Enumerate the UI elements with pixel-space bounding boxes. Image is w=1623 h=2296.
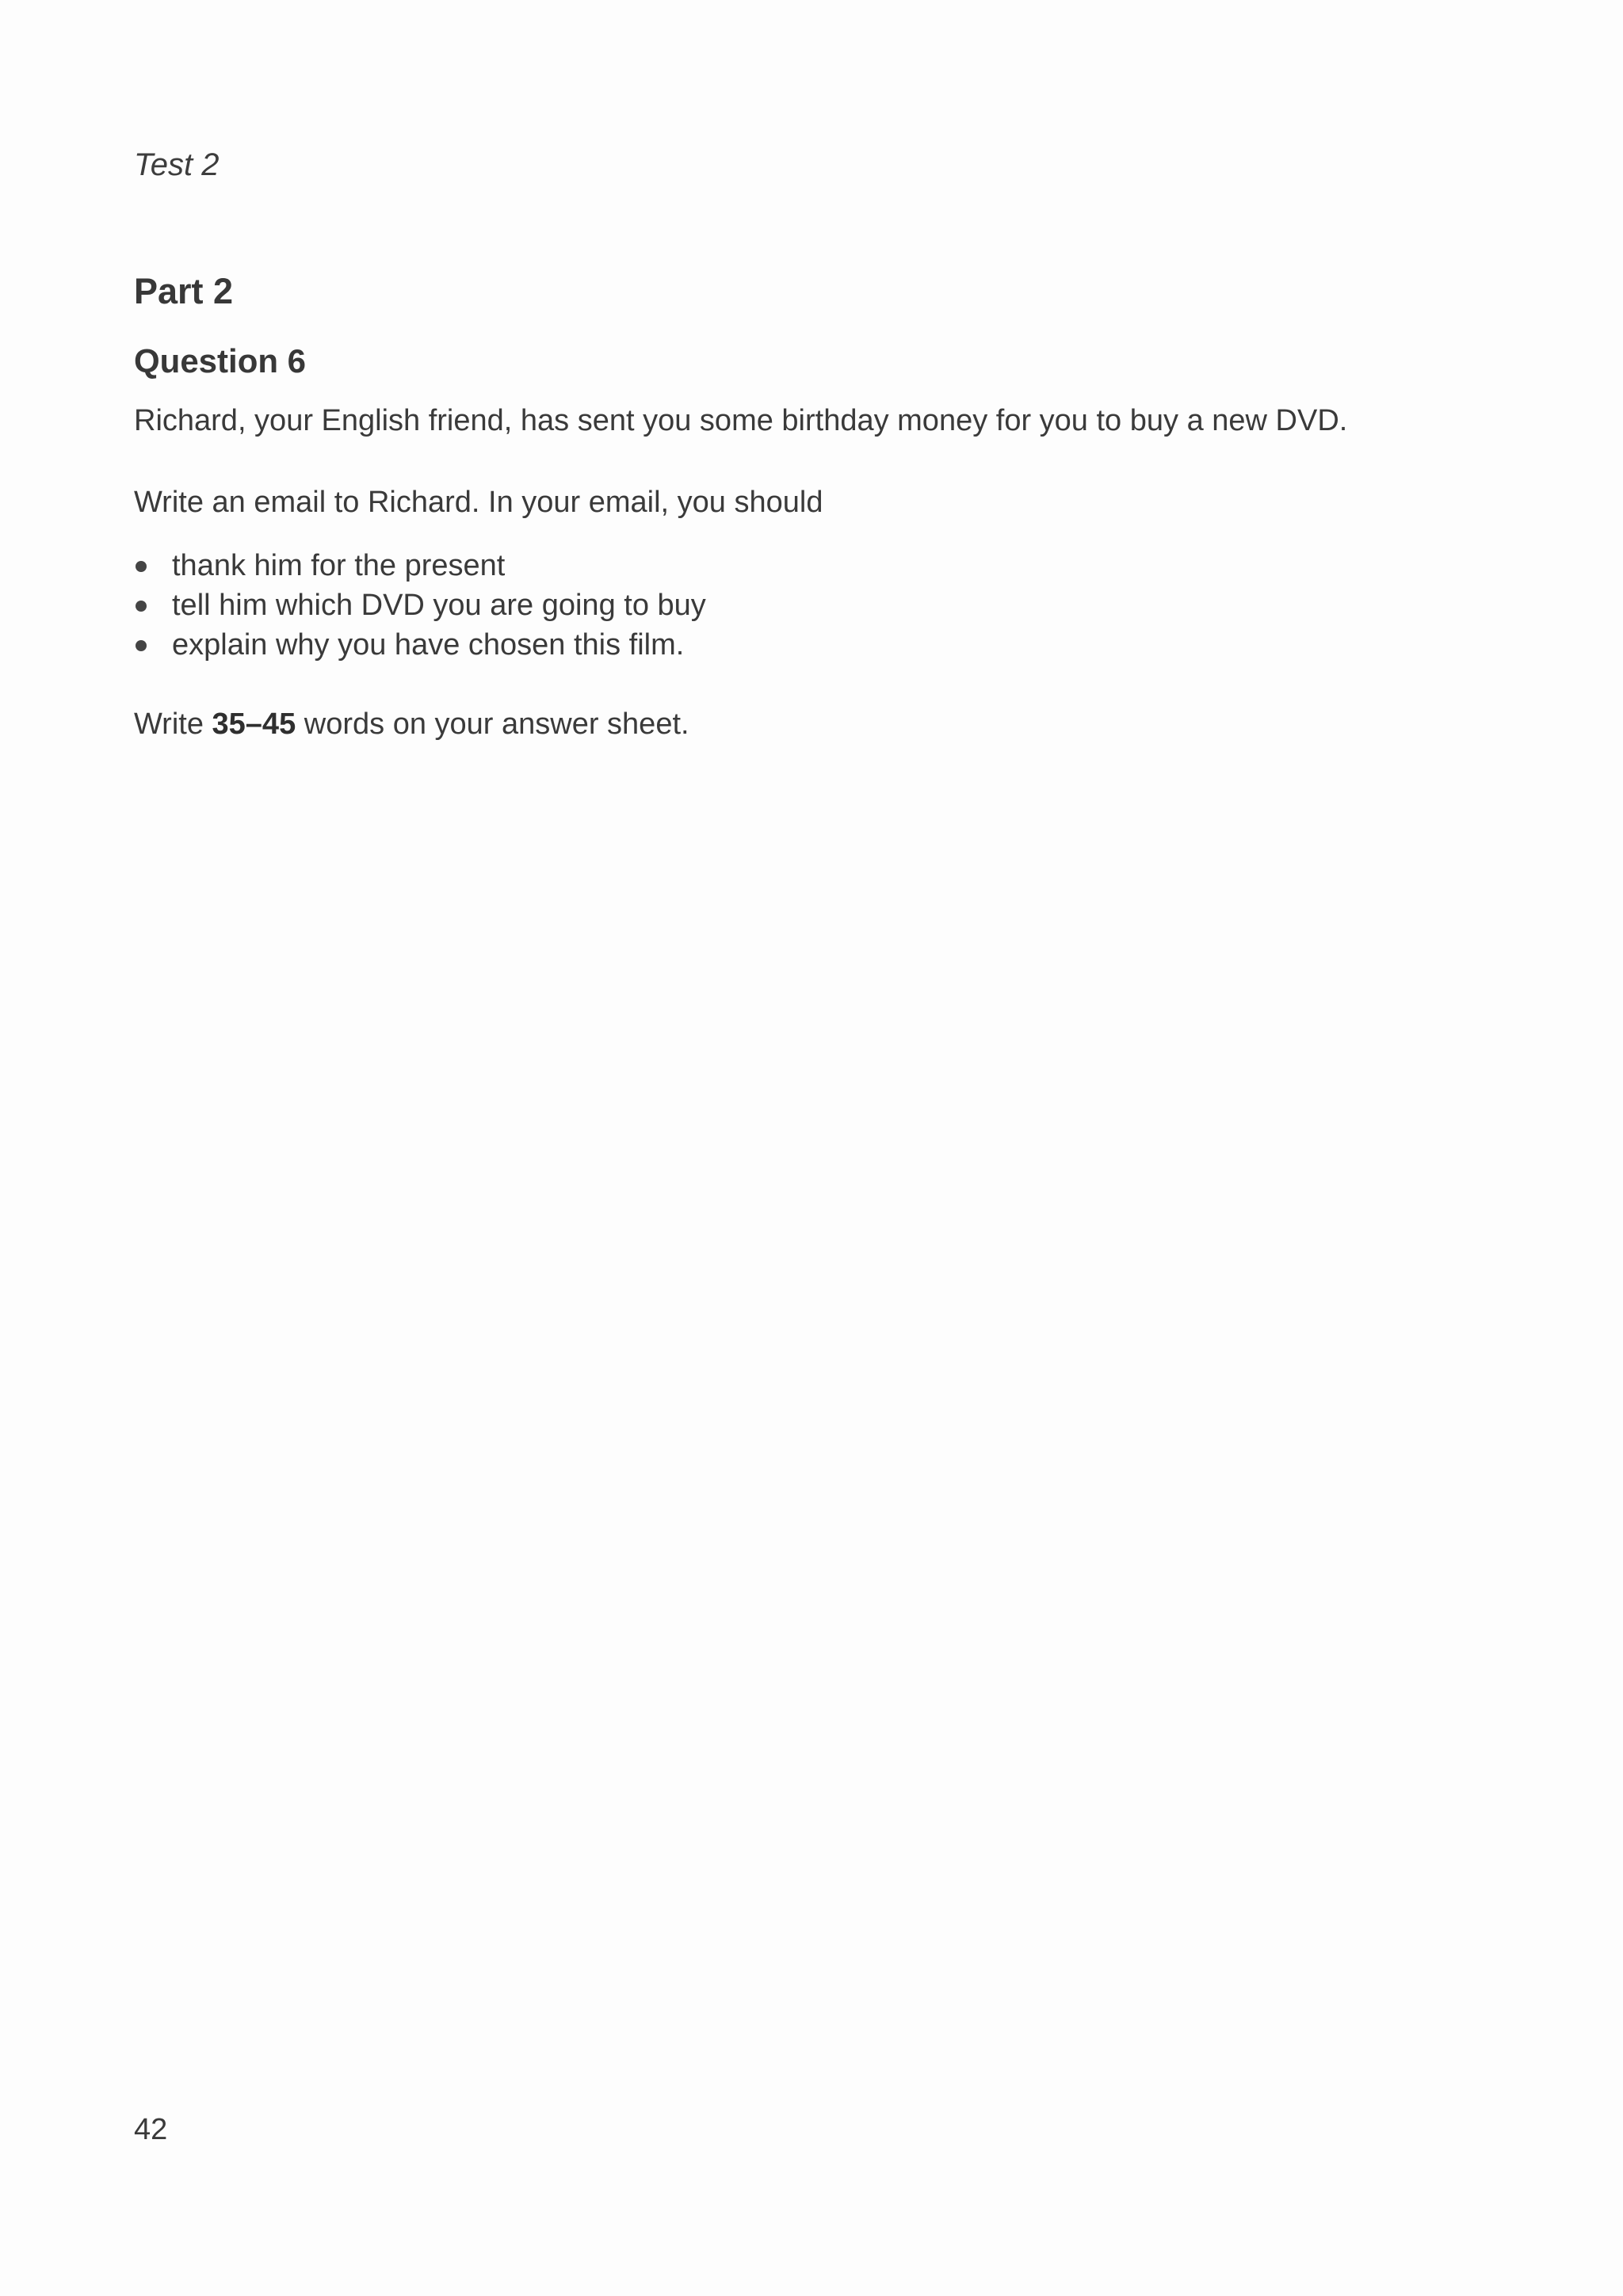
word-count-range: 35–45: [212, 707, 296, 741]
word-count-prefix: Write: [134, 707, 204, 741]
task-point: [134, 625, 706, 665]
part-title: Part 2: [134, 271, 234, 311]
word-count-instruction: [134, 707, 689, 742]
running-header: Test 2: [134, 147, 220, 182]
bullet-icon: [136, 640, 147, 651]
task-instruction: Write an email to Richard. In your email, you should: [134, 486, 823, 519]
bullet-icon: [136, 601, 147, 612]
question-title: Question 6: [134, 342, 307, 379]
word-count-suffix: words on your answer sheet.: [304, 707, 689, 741]
task-point-text: explain why you have chosen this film.: [172, 628, 685, 662]
task-intro: Richard, your English friend, has sent you some birthday money for you to buy a new DVD.: [134, 404, 1348, 437]
page-number: 42: [134, 2113, 168, 2146]
task-point-text: thank him for the present: [172, 549, 506, 582]
task-point-text: tell him which DVD you are going to buy: [172, 589, 706, 622]
bullet-icon: [136, 561, 147, 572]
task-points-list: [134, 546, 706, 665]
task-point: [134, 546, 706, 585]
task-point: [134, 585, 706, 625]
